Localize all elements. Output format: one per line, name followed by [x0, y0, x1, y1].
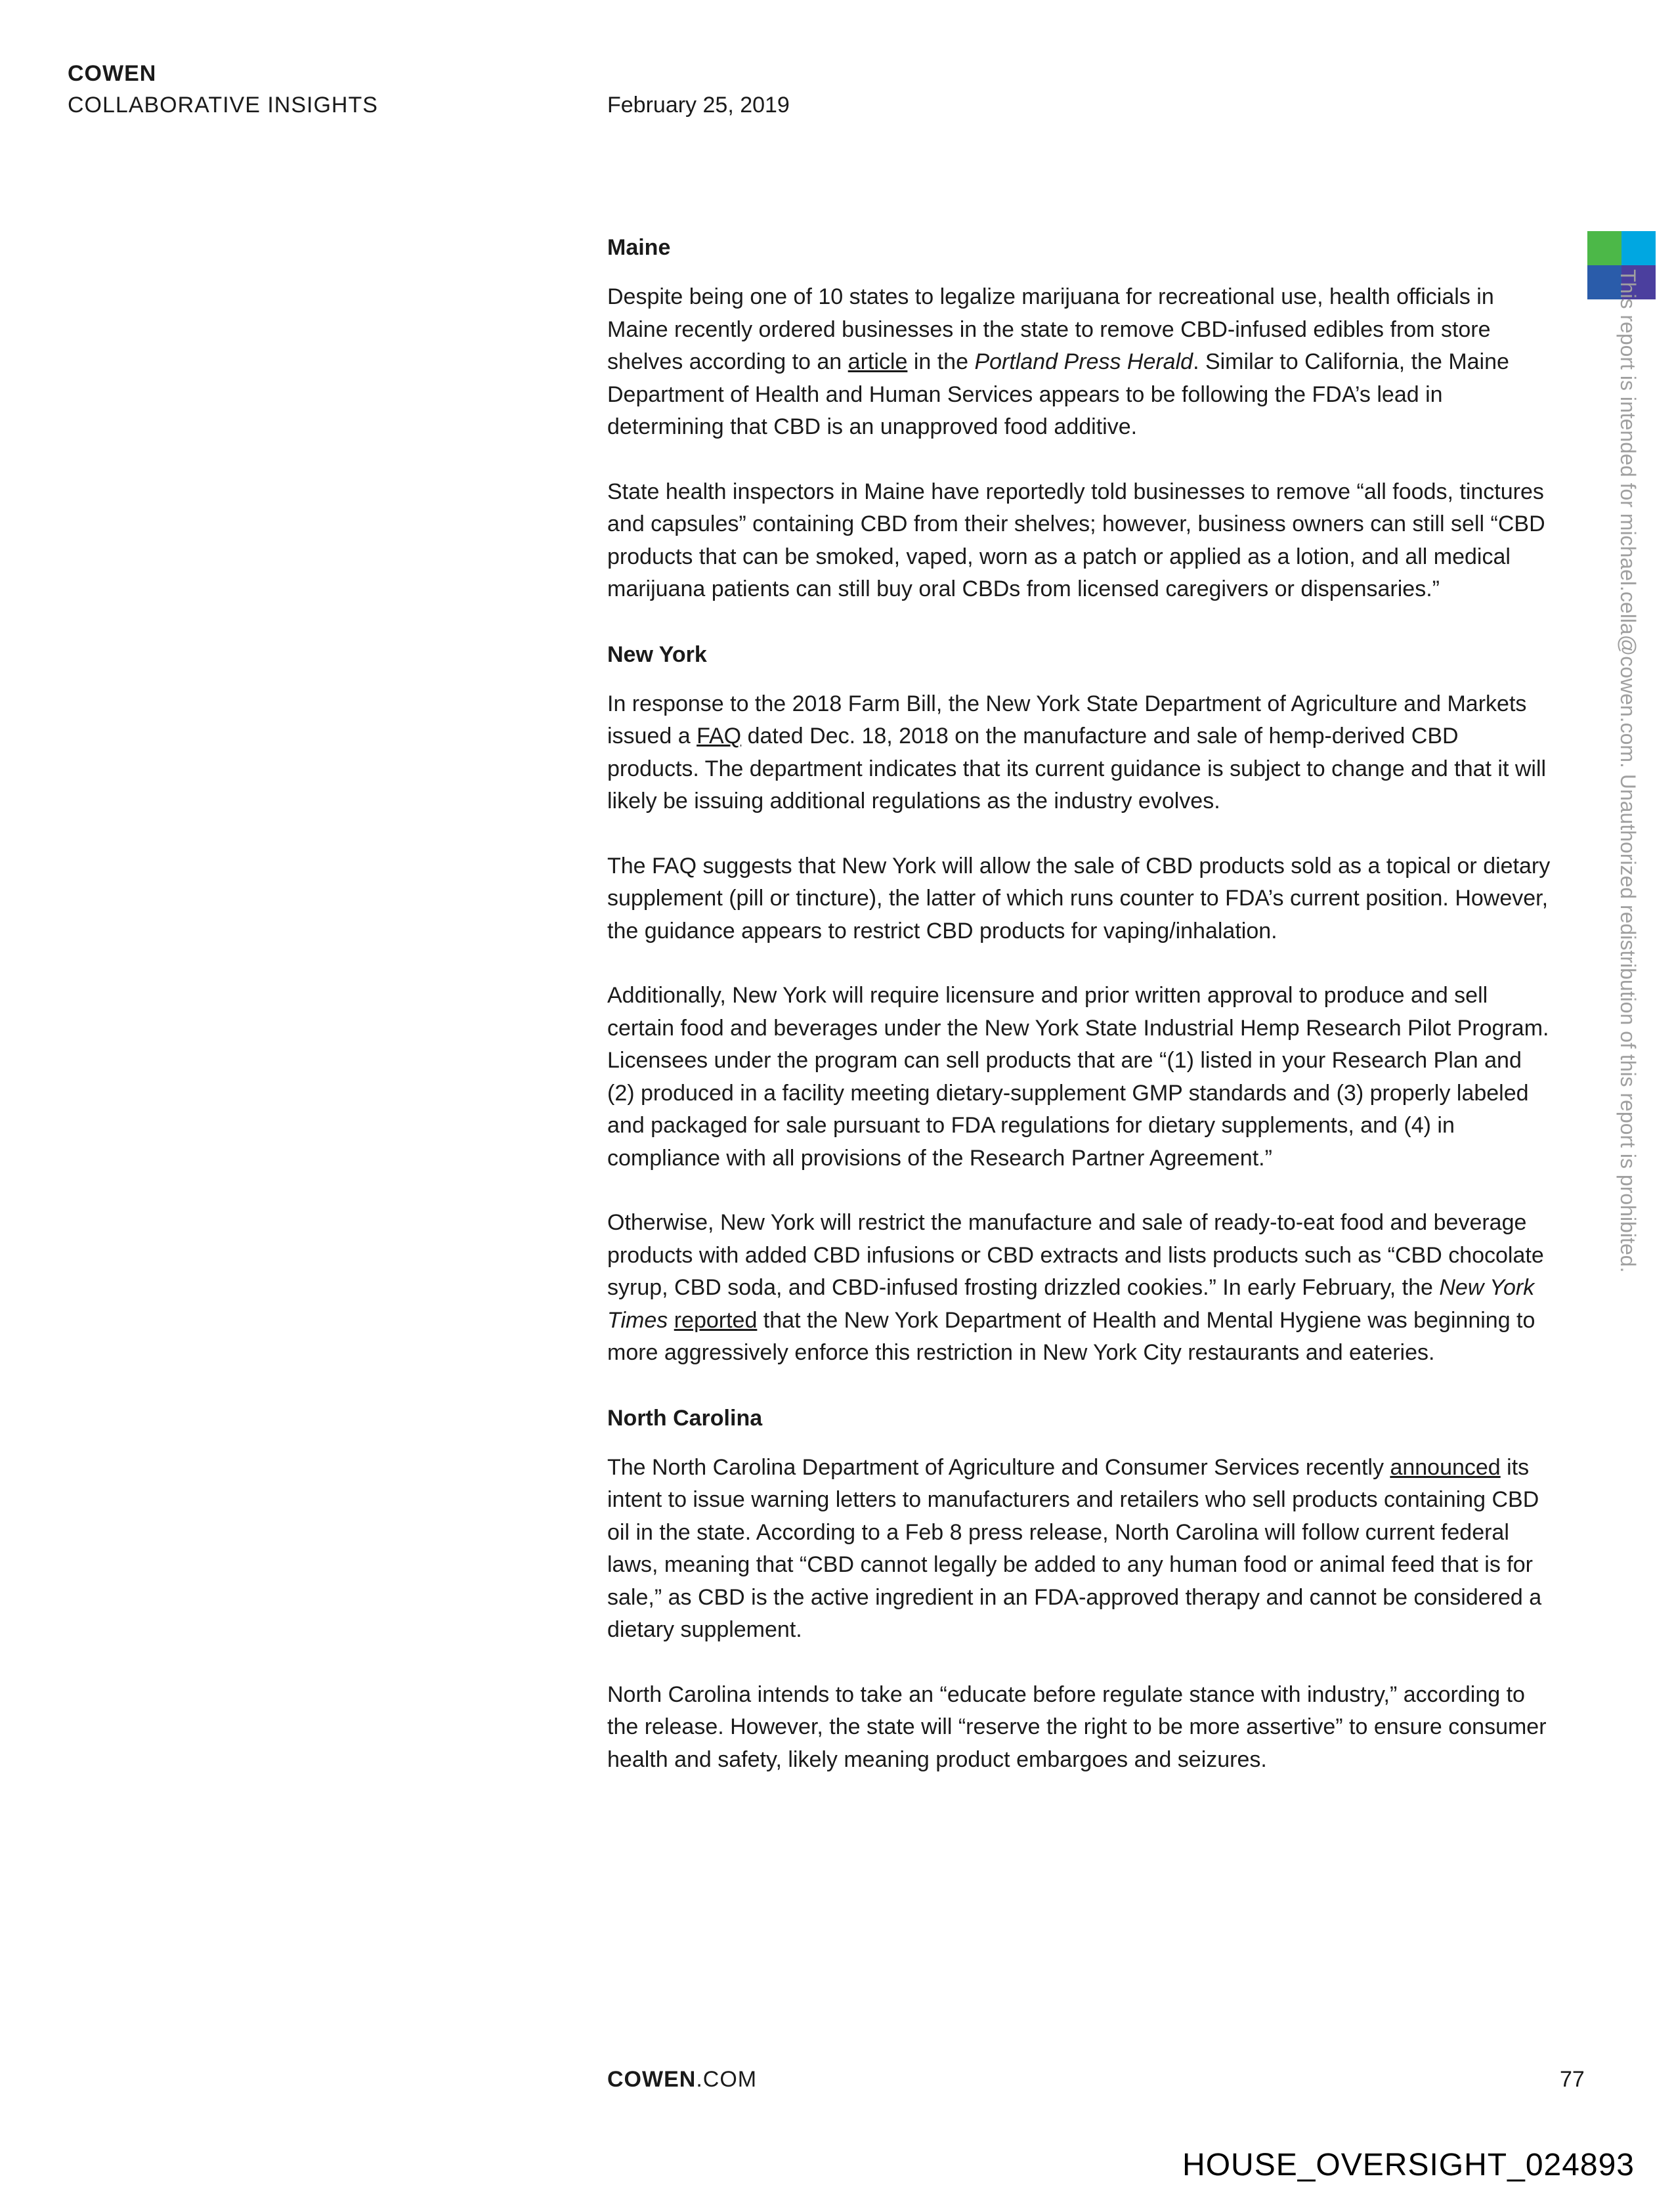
section-heading-new-york: New York	[607, 641, 707, 667]
page-number: 77	[1560, 2067, 1585, 2092]
announced-link[interactable]: announced	[1390, 1454, 1501, 1480]
bates-stamp: HOUSE_OVERSIGHT_024893	[1182, 2148, 1635, 2182]
paragraph: North Carolina intends to take an “educate before regulate stance with industry,” according to the release. However, the state will “reserve the right to be more assertive” to ensure consumer health and safety, likely meaning product embargoes and seizures.	[607, 1681, 1547, 1772]
paragraph: Despite being one of 10 states to legalize marijuana for recreational use, health officials in Maine recently ordered businesses in the state to remove CBD-infused edibles from store shelves according to an article in the Portland Press Herald. Similar to California, the Maine Department of Health and Human Services appears to be following the FDA’s lead in determining that CBD is an unapproved food additive.	[607, 284, 1509, 439]
paragraph: State health inspectors in Maine have reportedly told businesses to remove “all foods, tinctures and capsules” containing CBD from their shelves; however, business owners can still sell “CBD products that can be smoked, vaped, worn as a patch or applied as a lotion, and all medical marijuana patients can still buy oral CBDs from licensed caregivers or dispensaries.”	[607, 479, 1545, 601]
report-body	[607, 231, 1553, 1808]
report-date: February 25, 2019	[607, 93, 790, 118]
color-square-cyan	[1621, 231, 1656, 265]
paragraph: Additionally, New York will require licensure and prior written approval to produce and sell certain food and beverages under the New York State Industrial Hemp Research Pilot Program. Licensees under the program can sell products that are “(1) listed in your Research Plan and (2) produced in a facility meeting dietary-supplement GMP standards and (3) properly labeled and packaged for sale pursuant to FDA regulations for dietary supplements, and (4) in compliance with all provisions of the Research Partner Agreement.”	[607, 983, 1549, 1171]
reported-link[interactable]: reported	[674, 1307, 758, 1333]
header-brand: COWEN	[68, 61, 157, 86]
section-heading-maine: Maine	[607, 235, 671, 260]
article-link[interactable]: article	[848, 349, 908, 374]
footer-brand-link[interactable]: COWEN.COM	[607, 2067, 758, 2092]
paragraph: Otherwise, New York will restrict the manufacture and sale of ready-to-eat food and beverage products with added CBD infusions or CBD extracts and lists products such as “CBD chocolate syrup, CBD soda, and CBD-infused frosting drizzled cookies.” In early February, the New York Times reported that the New York Department of Health and Mental Hygiene was beginning to more aggressively enforce this restriction in New York City restaurants and eateries.	[607, 1210, 1544, 1365]
section-heading-north-carolina: North Carolina	[607, 1405, 763, 1431]
color-square-green	[1587, 231, 1621, 265]
paragraph: The North Carolina Department of Agriculture and Consumer Services recently announced its intent to issue warning letters to manufacturers and retailers who sell products containing CBD oil in the state. According to a Feb 8 press release, North Carolina will follow current federal laws, meaning that “CBD cannot legally be added to any human food or animal feed that is for sale,” as CBD is the active ingredient in an FDA-approved therapy and cannot be considered a dietary supplement.	[607, 1454, 1542, 1642]
faq-link[interactable]: FAQ	[697, 724, 742, 748]
watermark: This report is intended for michael.cella@cowen.com. Unauthorized redistribution of this report is prohibited.	[1616, 269, 1640, 1273]
paragraph: In response to the 2018 Farm Bill, the New York State Department of Agriculture and Markets issued a FAQ dated Dec. 18, 2018 on the manufacture and sale of hemp-derived CBD products. The department indicates that its current guidance is subject to change and that it will likely be issuing additional regulations as the industry evolves.	[607, 691, 1547, 813]
paragraph: The FAQ suggests that New York will allow the sale of CBD products sold as a topical or dietary supplement (pill or tincture), the latter of which runs counter to FDA’s current position. However, the guidance appears to restrict CBD products for vaping/inhalation.	[607, 853, 1551, 943]
header-subtitle: COLLABORATIVE INSIGHTS	[68, 93, 378, 118]
